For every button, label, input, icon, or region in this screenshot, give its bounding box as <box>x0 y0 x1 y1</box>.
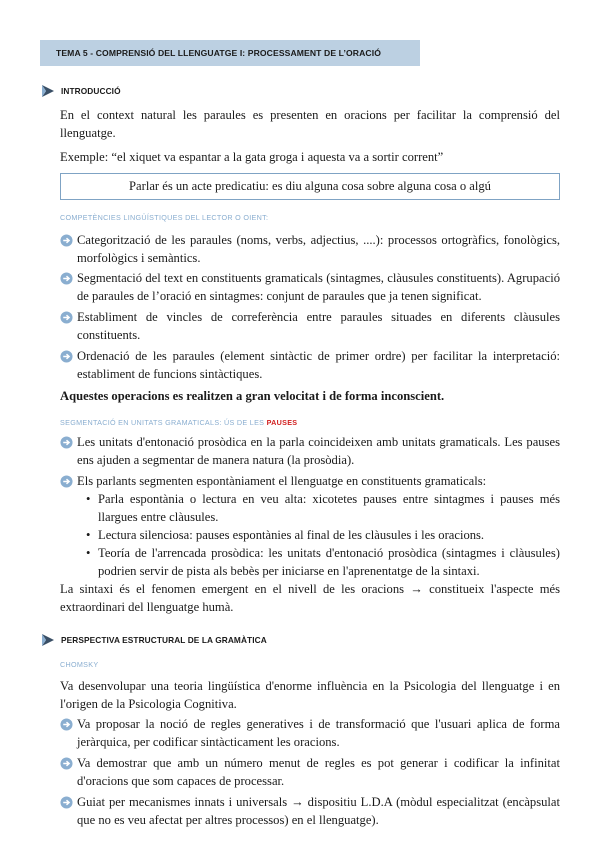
chomsky-paragraph: Va desenvolupar una teoria lingüística d'enorme influència en la Psicologia del llenguatge i en l'origen de la Psicologia Cognitiva. <box>60 679 560 711</box>
subheading-segmentation <box>60 418 297 427</box>
list-item-text: Va proposar la noció de regles generatives i de transformació que l'usuari aplica de forma jeràrquica, per codificar sintàcticament les oracions. <box>77 717 560 749</box>
sub-list <box>84 490 560 580</box>
intro-paragraph: En el context natural les paraules es presenten en oracions per facilitar la comprensió del llenguatge. <box>60 108 560 140</box>
sub-list-item: • Parla espontània o lectura en veu alta: xicotetes pauses entre sintagmes i pauses més llargues entre clàusules. <box>84 490 560 526</box>
list-item-text: Categorització de les paraules (noms, verbs, adjectius, ....): processos ortogràfics, fonològics, morfològics i semàntics. <box>77 233 560 265</box>
sub-list-item: • Teoría de l'arrencada prosòdica: les unitats d'entonació prosòdica (sintagmes i clàusules) podrien servir de pista als bebès per iniciarse en l'aprenentatge de la sintaxi. <box>84 544 560 580</box>
list-item <box>60 269 560 305</box>
list-item-text: Els parlants segmenten espontàniament el llenguatge en constituents gramaticals: <box>77 474 487 488</box>
list-item <box>60 231 560 267</box>
triangle-arrow-icon <box>40 83 56 99</box>
list-item <box>60 793 560 829</box>
definition-box: Parlar és un acte predicatiu: es diu alguna cosa sobre alguna cosa o algú <box>60 173 560 200</box>
list-item <box>60 754 560 790</box>
list-item-text: Ordenació de les paraules (element sintàctic de primer ordre) per facilitar la interpretació: establiment de funcions sintàctiques. <box>77 349 560 381</box>
arrow-circle-icon <box>60 311 73 324</box>
section-heading-label: PERSPECTIVA ESTRUCTURAL DE LA GRAMÀTICA <box>61 635 267 645</box>
emphasis-note: Aquestes operacions es realitzen a gran velocitat i de forma inconscient. <box>60 389 445 403</box>
list-item <box>60 347 560 383</box>
page-title: TEMA 5 - COMPRENSIÓ DEL LLENGUATGE I: PROCESSAMENT DE L’ORACIÓ <box>40 40 420 66</box>
arrow-circle-icon <box>60 757 73 770</box>
syntax-conclusion: La sintaxi és el fenomen emergent en el nivell de les oracions → constitueix l'aspecte més extraordinari del llenguatge humà. <box>60 582 560 614</box>
subheading-chomsky: CHOMSKY <box>60 660 99 669</box>
arrow-circle-icon <box>60 796 73 809</box>
section-heading-label: INTRODUCCIÓ <box>61 86 121 96</box>
arrow-circle-icon <box>60 272 73 285</box>
sub-list-item: • Lectura silenciosa: pauses espontànies al final de les clàusules i les oracions. <box>84 526 560 544</box>
subheading-text: SEGMENTACIÓ EN UNITATS GRAMATICALS: ÚS DE LES <box>60 418 265 427</box>
list-item-text: Guiat per mecanismes innats i universals → dispositiu L.D.A (mòdul especialitzat (encàpsulat que no es veu afectat per altres processos) en el llenguatge). <box>77 795 560 827</box>
list-item <box>60 472 560 490</box>
arrow-circle-icon <box>60 350 73 363</box>
arrow-circle-icon <box>60 718 73 731</box>
example-sentence: Exemple: “el xiquet va espantar a la gata groga i aquesta va a sortir corrent” <box>60 150 444 164</box>
list-item-text: Va demostrar que amb un número menut de regles es pot generar i codificar la infinitat d'oracions que som capaces de processar. <box>77 756 560 788</box>
list-item-text: Segmentació del text en constituents gramaticals (sintagmes, clàusules constituents). Agrupació de paraules de l’oració en sintagmes: conjunt de paraules que ja tenen significat. <box>77 271 560 303</box>
list-item-text: Les unitats d'entonació prosòdica en la parla coincideixen amb unitats gramaticals. Les pauses ens ajuden a segmentar de manera natura (la prosòdia). <box>77 435 560 467</box>
triangle-arrow-icon <box>40 632 56 648</box>
subheading-highlight: PAUSES <box>266 418 298 427</box>
list-item <box>60 433 560 469</box>
arrow-circle-icon <box>60 234 73 247</box>
arrow-circle-icon <box>60 436 73 449</box>
list-item <box>60 715 560 751</box>
section-heading-introduction <box>40 83 121 99</box>
list-item-text: Establiment de vincles de correferència entre paraules situades en diferents clàusules constituents. <box>77 310 560 342</box>
list-item <box>60 308 560 344</box>
section-heading-structural <box>40 632 267 648</box>
subheading-competencies: COMPETÈNCIES LINGÜÍSTIQUES DEL LECTOR O OIENT: <box>60 213 269 222</box>
arrow-circle-icon <box>60 475 73 488</box>
